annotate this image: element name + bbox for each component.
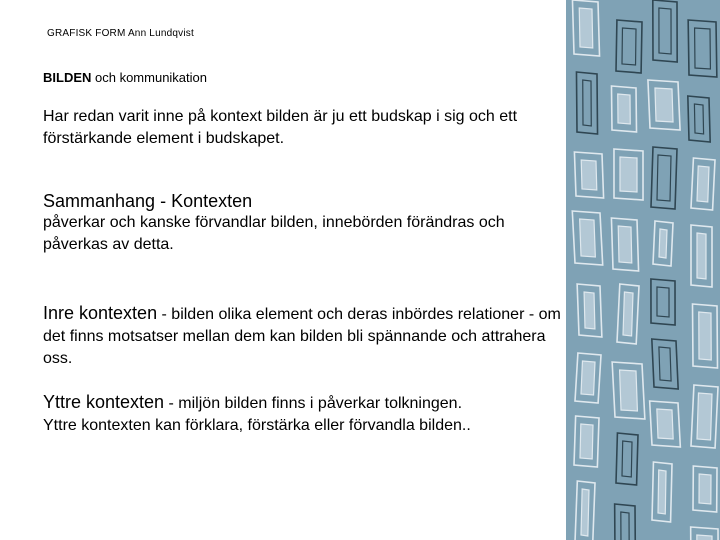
section-context [43,190,563,256]
retro-rectangles-pattern-icon [566,0,720,540]
intro-paragraph: Har redan varit inne på kontext bilden är ju ett budskap i sig och ett förstärkande element i budskapet. [43,108,518,147]
pattern-inner-shape [658,470,666,514]
pattern-frame-shape [653,0,677,62]
subtitle-rest: och kommunikation [91,70,208,85]
section-outer-body-line2: Yttre kontexten kan förklara, förstärka eller förvandla bilden.. [43,417,471,434]
section-context-body: påverkar och kanske förvandlar bilden, innebörden förändras och påverkas av detta. [43,214,505,253]
pattern-inner-shape [622,441,632,477]
pattern-inner-shape [581,361,595,395]
pattern-inner-shape [581,489,589,536]
pattern-inner-shape [657,409,673,439]
pattern-inner-shape [697,233,706,279]
pattern-inner-shape [699,312,712,360]
pattern-frame-shape [652,339,678,389]
slide-subtitle [43,70,207,85]
pattern-frame-shape [651,147,677,209]
pattern-inner-shape [659,347,671,381]
pattern-inner-shape [584,292,595,329]
pattern-inner-shape [618,226,632,263]
presentation-header: GRAFISK FORM Ann Lundqvist [47,28,194,39]
section-outer [43,391,563,437]
pattern-inner-shape [657,155,671,201]
section-inner-body: - bilden olika element och deras inbördes relationer - om det finns motsatser mellan dem kan bilden bli spännande och attrahera oss. [43,306,561,367]
pattern-inner-shape [580,219,596,257]
pattern-inner-shape [618,94,631,124]
pattern-inner-shape [699,474,711,504]
pattern-inner-shape [697,166,709,202]
pattern-inner-shape [620,157,637,192]
pattern-frame-shape [576,72,597,134]
decorative-pattern-panel [566,0,720,540]
pattern-inner-shape [697,393,712,440]
pattern-inner-shape [657,287,669,317]
pattern-inner-shape [621,512,629,540]
pattern-inner-shape [620,370,638,411]
pattern-inner-shape [695,28,711,69]
section-outer-heading: Yttre kontexten [43,392,165,412]
pattern-frame-shape [651,279,675,325]
pattern-frame-shape [688,96,710,142]
pattern-inner-shape [659,8,671,54]
subtitle-bold: BILDEN [43,70,92,85]
pattern-inner-shape [659,229,667,258]
pattern-inner-shape [623,292,633,336]
pattern-inner-shape [622,28,636,65]
pattern-inner-shape [580,424,593,459]
section-context-heading: Sammanhang - Kontexten [43,191,253,211]
pattern-frame-shape [616,433,638,485]
pattern-inner-shape [579,8,593,48]
section-inner-heading: Inre kontexten [43,303,158,323]
section-outer-body-inline: - miljön bilden finns i påverkar tolkningen. [164,395,463,412]
pattern-inner-shape [655,88,673,122]
pattern-inner-shape [694,104,703,134]
pattern-inner-shape [697,535,712,540]
pattern-frame-shape [615,504,636,540]
section-inner [43,302,563,370]
pattern-inner-shape [581,160,597,190]
pattern-inner-shape [583,80,592,126]
